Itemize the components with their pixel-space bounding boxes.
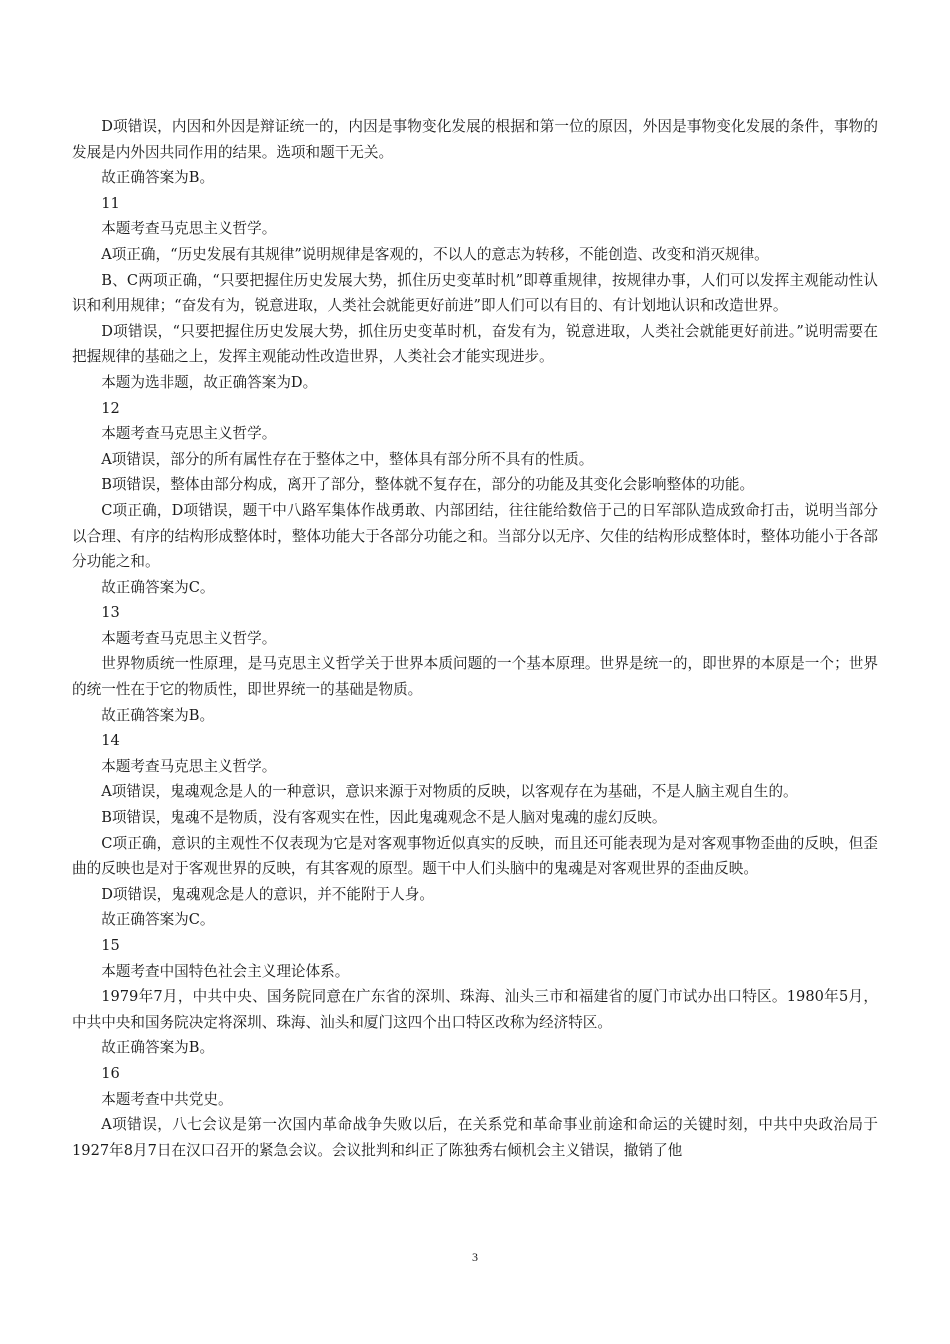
paragraph: 本题考查中国特色社会主义理论体系。: [101, 962, 350, 980]
paragraph: B、C两项正确，“只要把握住历史发展大势，抓住历史变革时机”即尊重规律，按规律办事，人们可以发挥主观能动性认识和利用规律；“奋发有为，锐意进取，人类社会就能更好前进”即人们可以有目的、有计划地认识和改造世界。: [72, 271, 878, 315]
paragraph: B项错误，整体由部分构成，离开了部分，整体就不复存在，部分的功能及其变化会影响整体的功能。: [101, 476, 755, 494]
paragraph: 故正确答案为B。: [101, 169, 215, 187]
paragraph: 故正确答案为B。: [101, 706, 215, 724]
paragraph: D项错误，鬼魂观念是人的意识，并不能附于人身。: [101, 885, 434, 903]
question-number: 14: [101, 732, 120, 750]
paragraph: 故正确答案为C。: [101, 578, 215, 596]
paragraph: 本题考查马克思主义哲学。: [101, 425, 277, 443]
paragraph: A项正确，“历史发展有其规律”说明规律是客观的，不以人的意志为转移，不能创造、改变和消灭规律。: [101, 245, 769, 263]
question-number: 16: [101, 1064, 120, 1082]
paragraph: 本题考查中共党史。: [101, 1090, 233, 1108]
paragraph: D项错误，“只要把握住历史发展大势，抓住历史变革时机，奋发有为，锐意进取，人类社会就能更好前进。”说明需要在把握规律的基础之上，发挥主观能动性改造世界，人类社会才能实现进步。: [72, 322, 878, 366]
paragraph: 本题为选非题，故正确答案为D。: [101, 373, 318, 391]
paragraph: 本题考查马克思主义哲学。: [101, 629, 277, 647]
paragraph: A项错误，鬼魂观念是人的一种意识，意识来源于对物质的反映，以客观存在为基础，不是人脑主观自生的。: [101, 783, 798, 801]
paragraph: B项错误，鬼魂不是物质，没有客观实在性，因此鬼魂观念不是人脑对鬼魂的虚幻反映。: [101, 809, 667, 827]
paragraph: 1979年7月，中共中央、国务院同意在广东省的深圳、珠海、汕头三市和福建省的厦门市试办出口特区。1980年5月，中共中央和国务院决定将深圳、珠海、汕头和厦门这四个出口特区改称为经济特区。: [72, 988, 878, 1031]
paragraph: D项错误，内因和外因是辩证统一的，内因是事物变化发展的根据和第一位的原因，外因是事物变化发展的条件，事物的发展是内外因共同作用的结果。选项和题干无关。: [72, 118, 878, 161]
answer-explanations: [72, 114, 878, 1163]
paragraph: C项正确，D项错误，题干中八路军集体作战勇敢、内部团结，往往能给数倍于己的日军部队造成致命打击，说明当部分以合理、有序的结构形成整体时，整体功能大于各部分功能之和。当部分以无序、欠佳的结构形成整体时，整体功能小于各部分功能之和。: [72, 501, 878, 571]
paragraph: 故正确答案为B。: [101, 1039, 215, 1057]
paragraph: 故正确答案为C。: [101, 911, 215, 929]
question-number: 15: [101, 937, 120, 954]
paragraph: A项错误，部分的所有属性存在于整体之中，整体具有部分所不具有的性质。: [101, 450, 594, 468]
question-number: 12: [101, 399, 120, 417]
paragraph: A项错误，八七会议是第一次国内革命战争失败以后，在关系党和革命事业前途和命运的关键时刻，中共中央政治局于1927年8月7日在汉口召开的紧急会议。会议批判和纠正了陈独秀右倾机会主义错误，撤销了他: [72, 1116, 878, 1159]
paragraph: 世界物质统一性原理，是马克思主义哲学关于世界本质问题的一个基本原理。世界是统一的，即世界的本原是一个；世界的统一性在于它的物质性，即世界统一的基础是物质。: [72, 655, 878, 699]
question-number: 11: [101, 194, 120, 212]
paragraph: 本题考查马克思主义哲学。: [101, 757, 277, 775]
paragraph: 本题考查马克思主义哲学。: [101, 220, 277, 238]
question-number: 13: [101, 604, 120, 622]
paragraph: C项正确，意识的主观性不仅表现为它是对客观事物近似真实的反映，而且还可能表现为是对客观事物歪曲的反映，但歪曲的反映也是对于客观世界的反映，有其客观的原型。题干中人们头脑中的鬼魂是对客观世界的歪曲反映。: [72, 834, 878, 878]
page-number: 3: [472, 1250, 478, 1264]
